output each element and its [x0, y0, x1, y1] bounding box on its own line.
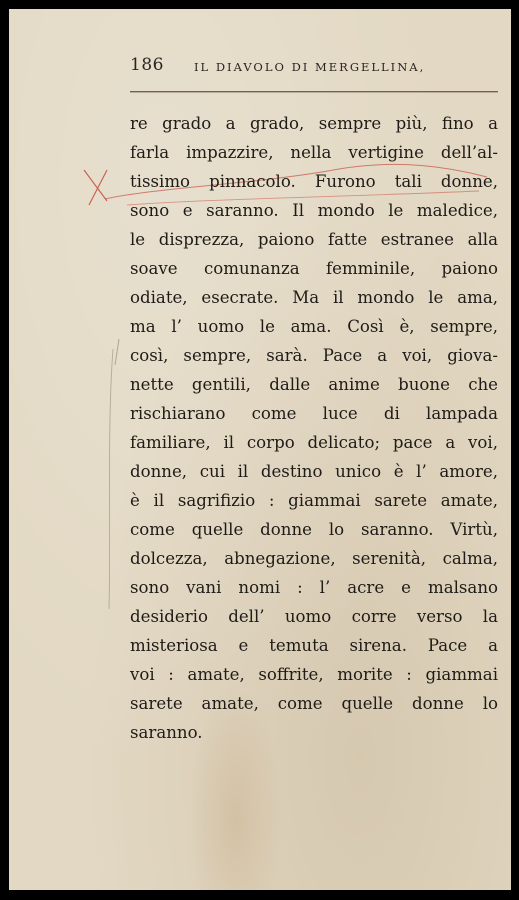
text-line: odiate, esecrate. Ma il mondo le ama,: [130, 288, 498, 307]
text-line: dolcezza, abnegazione, serenità, calma,: [130, 549, 498, 568]
text-line: ma l’ uomo le ama. Così è, sempre,: [130, 317, 498, 336]
running-title: IL DIAVOLO DI MERGELLINA,: [194, 60, 426, 74]
text-line: sono vani nomi : l’ acre e malsano: [130, 578, 498, 597]
text-line: voi : amate, soffrite, morite : giammai: [130, 665, 498, 684]
text-line: desiderio dell’ uomo corre verso la: [130, 607, 498, 626]
text-line: donne, cui il destino unico è l’ amore,: [130, 462, 498, 481]
page-number: 186: [130, 55, 164, 75]
running-header: [130, 55, 498, 81]
text-line: come quelle donne lo saranno. Virtù,: [130, 520, 498, 539]
text-line: misteriosa e temuta sirena. Pace a: [130, 636, 498, 655]
text-line: soave comunanza femminile, paiono: [130, 259, 498, 278]
text-line: le disprezza, paiono fatte estranee alla: [130, 230, 498, 249]
header-rule: [130, 91, 498, 93]
text-line: saranno.: [130, 723, 203, 742]
text-line: familiare, il corpo delicato; pace a voi,: [130, 433, 498, 452]
text-line: è il sagrifizio : giammai sarete amate,: [130, 491, 498, 510]
text-line: nette gentili, dalle anime buone che: [130, 375, 498, 394]
text-line: così, sempre, sarà. Pace a voi, giova-: [130, 346, 498, 365]
book-page: [9, 9, 511, 890]
text-line: sono e saranno. Il mondo le maledice,: [130, 201, 498, 220]
text-line: tissimo pinnacolo. Furono tali donne,: [130, 172, 498, 191]
text-line: rischiarano come luce di lampada: [130, 404, 498, 423]
text-line: farla impazzire, nella vertigine dell’al-: [130, 143, 498, 162]
text-line: sarete amate, come quelle donne lo: [130, 694, 498, 713]
body-text: [130, 109, 498, 747]
text-line: re grado a grado, sempre più, fino a: [130, 114, 498, 133]
